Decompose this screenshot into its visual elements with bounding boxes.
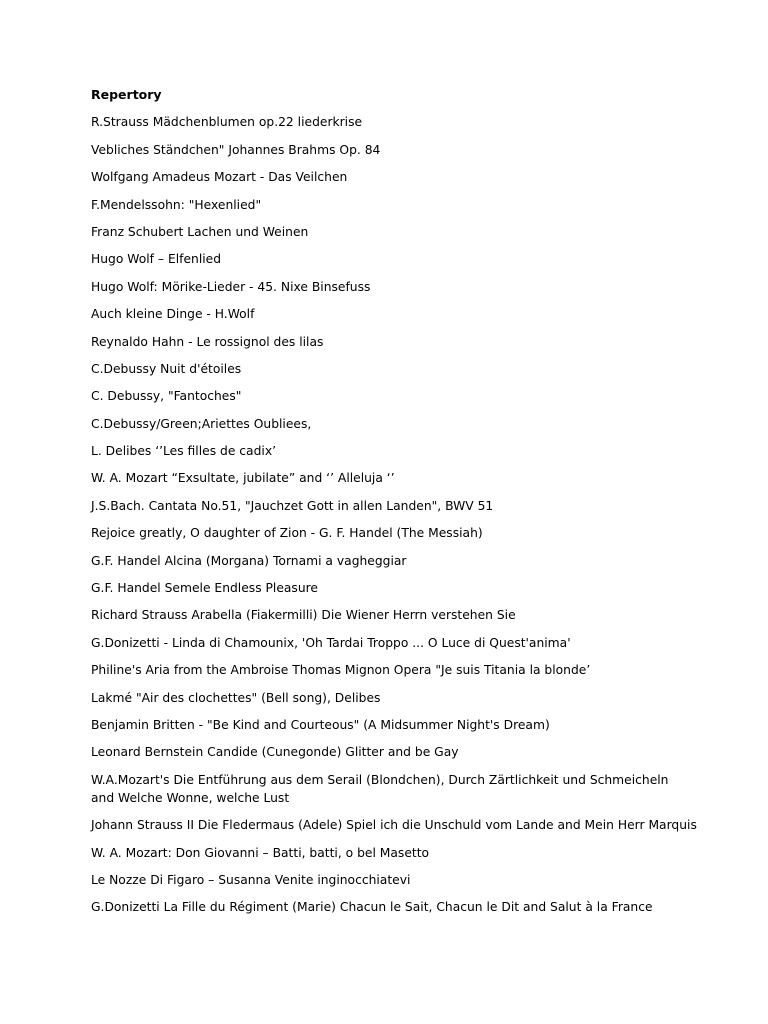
- list-item: W.A.Mozart's Die Entführung aus dem Serail (Blondchen), Durch Zärtlichkeit und Schmeicheln and Welche Wonne, welche Lust: [91, 772, 669, 805]
- list-item: Auch kleine Dinge - H.Wolf: [91, 307, 255, 322]
- list-item: C.Debussy Nuit d'étoiles: [91, 361, 242, 376]
- list-item: Benjamin Britten - "Be Kind and Courteous" (A Midsummer Night's Dream): [91, 717, 550, 732]
- list-item: Hugo Wolf – Elfenlied: [91, 252, 222, 267]
- list-item: Wolfgang Amadeus Mozart - Das Veilchen: [91, 170, 348, 185]
- list-item: Reynaldo Hahn - Le rossignol des lilas: [91, 334, 324, 349]
- list-item: Leonard Bernstein Candide (Cunegonde) Glitter and be Gay: [91, 745, 459, 760]
- list-item: L. Delibes ‘’Les filles de cadix’: [91, 444, 276, 459]
- repertory-list: [91, 113, 697, 916]
- page-title: Repertory: [91, 87, 162, 102]
- list-item: Philine's Aria from the Ambroise Thomas Mignon Opera "Je suis Titania la blonde’: [91, 663, 591, 678]
- list-item: Johann Strauss II Die Fledermaus (Adele) Spiel ich die Unschuld vom Lande and Mein Herr Marquis: [91, 818, 697, 833]
- list-item: C.Debussy/Green;Ariettes Oubliees,: [91, 416, 312, 431]
- list-item: G.F. Handel Semele Endless Pleasure: [91, 581, 318, 596]
- list-item: W. A. Mozart: Don Giovanni – Batti, batti, o bel Masetto: [91, 845, 430, 860]
- list-item: Vebliches Ständchen" Johannes Brahms Op. 84: [91, 142, 381, 157]
- list-item: Rejoice greatly, O daughter of Zion - G. F. Handel (The Messiah): [91, 526, 483, 541]
- list-item: Richard Strauss Arabella (Fiakermilli) Die Wiener Herrn verstehen Sie: [91, 608, 516, 623]
- list-item: Lakmé "Air des clochettes" (Bell song), Delibes: [91, 690, 381, 705]
- list-item: F.Mendelssohn: "Hexenlied": [91, 197, 262, 212]
- list-item: J.S.Bach. Cantata No.51, "Jauchzet Gott in allen Landen", BWV 51: [91, 498, 494, 513]
- list-item: Franz Schubert Lachen und Weinen: [91, 224, 309, 239]
- list-item: G.Donizetti La Fille du Régiment (Marie) Chacun le Sait, Chacun le Dit and Salut à la France: [91, 900, 653, 915]
- list-item: Hugo Wolf: Mörike-Lieder - 45. Nixe Binsefuss: [91, 279, 371, 294]
- list-item: G.F. Handel Alcina (Morgana) Tornami a vagheggiar: [91, 553, 407, 568]
- list-item: G.Donizetti - Linda di Chamounix, 'Oh Tardai Troppo ... O Luce di Quest'anima': [91, 635, 571, 650]
- list-item: Le Nozze Di Figaro – Susanna Venite inginocchiatevi: [91, 872, 411, 887]
- list-item: C. Debussy, "Fantoches": [91, 389, 242, 404]
- list-item: W. A. Mozart “Exsultate, jubilate” and ‘’ Alleluja ‘’: [91, 471, 395, 486]
- document-body: [91, 86, 697, 926]
- list-item: R.Strauss Mädchenblumen op.22 liederkrise: [91, 115, 363, 130]
